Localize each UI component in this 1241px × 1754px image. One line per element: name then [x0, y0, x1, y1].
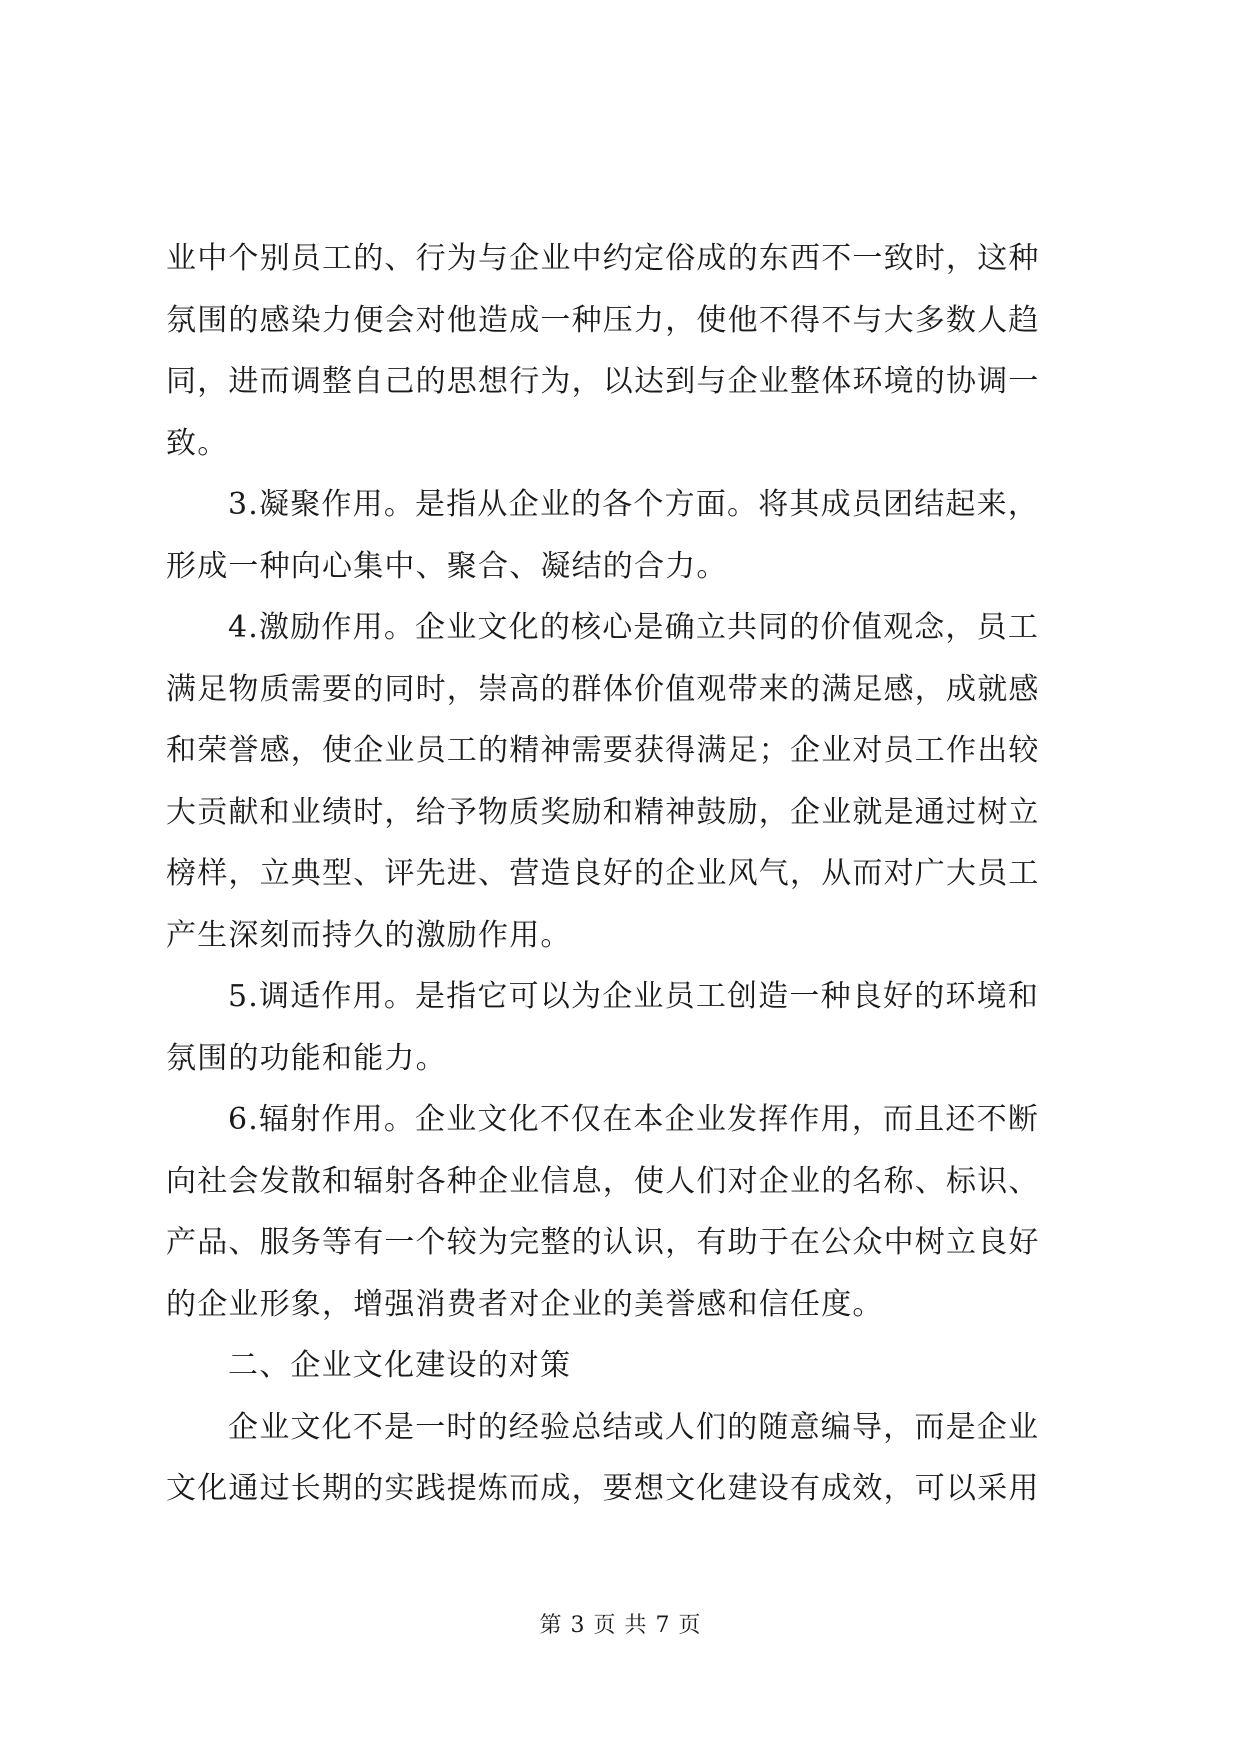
text-line: 向社会发散和辐射各种企业信息，使人们对企业的名称、标识、: [166, 1163, 1040, 1199]
text-line: 和荣誉感，使企业员工的精神需要获得满足；企业对员工作出较: [166, 733, 1040, 768]
text-line: 文化通过长期的实践提炼而成，要想文化建设有成效，可以采用: [166, 1471, 1040, 1506]
page-footer: 第 3 页 共 7 页: [539, 1613, 702, 1638]
text-line: 氛围的功能和能力。: [166, 1040, 447, 1076]
text-line: 同，进而调整自己的思想行为，以达到与企业整体环境的协调一: [166, 364, 1040, 399]
section-heading: 二、企业文化建设的对策: [228, 1348, 572, 1383]
paragraph-start-line: 企业文化不是一时的经验总结或人们的随意编导，而是企业: [228, 1409, 1040, 1445]
text-line: 榜样，立典型、评先进、营造良好的企业风气，从而对广大员工: [166, 856, 1040, 891]
paragraph-start-line: 6.辐射作用。企业文化不仅在本企业发挥作用，而且还不断: [228, 1102, 1040, 1137]
paragraph-start-line: 5.调适作用。是指它可以为企业员工创造一种良好的环境和: [228, 979, 1040, 1014]
text-line: 大贡献和业绩时，给予物质奖励和精神鼓励，企业就是通过树立: [166, 794, 1040, 830]
text-line: 业中个别员工的、行为与企业中约定俗成的东西不一致时，这种: [166, 241, 1040, 276]
paragraph-start-line: 3.凝聚作用。是指从企业的各个方面。将其成员团结起来，: [228, 487, 1040, 522]
text-line: 产生深刻而持久的激励作用。: [166, 917, 572, 953]
text-line: 的企业形象，增强消费者对企业的美誉感和信任度。: [166, 1286, 884, 1322]
text-line: 氛围的感染力便会对他造成一种压力，使他不得不与大多数人趋: [166, 302, 1040, 338]
text-line: 致。: [166, 425, 229, 461]
text-line: 形成一种向心集中、聚合、凝结的合力。: [166, 548, 728, 584]
text-line: 满足物质需要的同时，崇高的群体价值观带来的满足感，成就感: [166, 671, 1040, 707]
document-body: [166, 228, 1076, 1520]
paragraph-start-line: 4.激励作用。企业文化的核心是确立共同的价值观念，员工: [228, 610, 1040, 645]
text-line: 产品、服务等有一个较为完整的认识，有助于在公众中树立良好: [166, 1225, 1040, 1260]
